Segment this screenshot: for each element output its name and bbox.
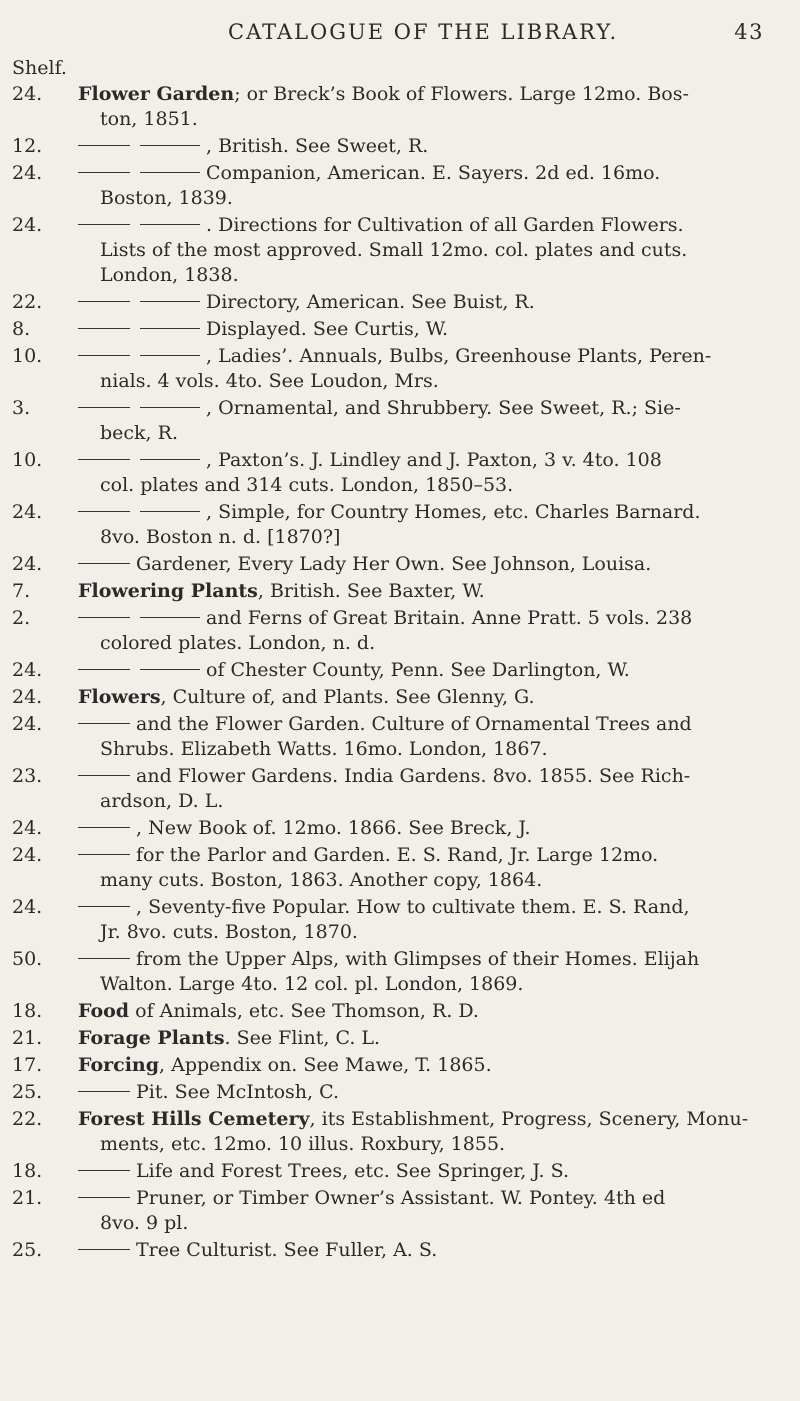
ditto-dash <box>78 145 130 146</box>
entry-first-line: , Seventy-five Popular. How to cultivate them. E. S. Rand, <box>78 895 782 920</box>
catalogue-entry <box>0 816 800 841</box>
entry-first-line: Forage Plants. See Flint, C. L. <box>78 1027 381 1049</box>
catalogue-entry <box>0 764 800 814</box>
catalogue-entry <box>0 1186 800 1236</box>
catalogue-entry <box>0 1053 800 1078</box>
entry-first-line: Directory, American. See Buist, R. <box>78 290 782 315</box>
ditto-dash <box>78 172 130 173</box>
entry-continuation-line: London, 1838. <box>100 264 239 286</box>
shelf-number: 25. <box>12 1239 43 1261</box>
entry-first-line: Flower Garden; or Breck’s Book of Flowers. Large 12mo. Bos- <box>78 83 689 105</box>
shelf-number: 24. <box>12 553 43 575</box>
entry-heading: Forcing <box>78 1054 160 1076</box>
entry-first-line: , Ornamental, and Shrubbery. See Sweet, R.; Sie- <box>78 396 782 421</box>
ditto-dash <box>78 854 130 855</box>
entry-text <box>78 895 782 945</box>
ditto-dash <box>140 459 200 460</box>
catalogue-entry <box>0 843 800 893</box>
entry-text <box>78 1026 782 1051</box>
catalogue-entry <box>0 1026 800 1051</box>
running-head <box>228 20 764 44</box>
entry-first-line: Companion, American. E. Sayers. 2d ed. 16mo. <box>78 161 782 186</box>
page-title: CATALOGUE OF THE LIBRARY. <box>228 20 619 44</box>
ditto-dash <box>140 301 200 302</box>
entry-first-line: Pruner, or Timber Owner’s Assistant. W. Pontey. 4th ed <box>78 1186 782 1211</box>
entry-text <box>78 448 782 498</box>
entry-text <box>78 500 782 550</box>
entry-text <box>78 685 782 710</box>
ditto-dash <box>78 355 130 356</box>
catalogue-entry <box>0 344 800 394</box>
shelf-number: 8. <box>12 318 31 340</box>
entry-first-line: from the Upper Alps, with Glimpses of their Homes. Elijah <box>78 947 782 972</box>
shelf-number: 25. <box>12 1081 43 1103</box>
entry-first-line: , New Book of. 12mo. 1866. See Breck, J. <box>78 816 782 841</box>
entry-continuation-line: nials. 4 vols. 4to. See Loudon, Mrs. <box>100 370 439 392</box>
ditto-dash <box>140 669 200 670</box>
entry-continuation-line: 8vo. Boston n. d. [1870?] <box>100 526 341 548</box>
entry-first-line: Food of Animals, etc. See Thomson, R. D. <box>78 1000 479 1022</box>
catalogue-entry <box>0 658 800 683</box>
ditto-dash <box>78 563 130 564</box>
ditto-dash <box>78 301 130 302</box>
entry-continuation-line: Lists of the most approved. Small 12mo. col. plates and cuts. <box>100 239 688 261</box>
entry-continuation-line: Walton. Large 4to. 12 col. pl. London, 1869. <box>100 973 524 995</box>
shelf-number: 24. <box>12 896 43 918</box>
shelf-number: 3. <box>12 397 31 419</box>
ditto-dash <box>78 459 130 460</box>
shelf-number: 23. <box>12 765 43 787</box>
entry-first-line: Flowers, Culture of, and Plants. See Glenny, G. <box>78 686 535 708</box>
ditto-dash <box>78 775 130 776</box>
ditto-dash <box>140 172 200 173</box>
entry-continuation-line: 8vo. 9 pl. <box>100 1212 189 1234</box>
entry-heading: Forest Hills Cemetery <box>78 1108 310 1130</box>
shelf-number: 24. <box>12 162 43 184</box>
entry-heading: Flowers <box>78 686 161 708</box>
page-number: 43 <box>734 20 764 44</box>
entry-text <box>78 1107 782 1157</box>
entry-continuation-line: beck, R. <box>100 422 178 444</box>
ditto-dash <box>140 145 200 146</box>
shelf-number: 24. <box>12 817 43 839</box>
entry-text <box>78 1053 782 1078</box>
entry-first-line: , Paxton’s. J. Lindley and J. Paxton, 3 v. 4to. 108 <box>78 448 782 473</box>
catalogue-entries <box>0 82 800 1265</box>
entry-text <box>78 712 782 762</box>
entry-text <box>78 579 782 604</box>
ditto-dash <box>78 224 130 225</box>
entry-continuation-line: ardson, D. L. <box>100 790 224 812</box>
catalogue-entry <box>0 606 800 656</box>
entry-first-line: Displayed. See Curtis, W. <box>78 317 782 342</box>
entry-continuation-line: many cuts. Boston, 1863. Another copy, 1864. <box>100 869 543 891</box>
entry-text <box>78 606 782 656</box>
catalogue-entry <box>0 947 800 997</box>
entry-first-line: Gardener, Every Lady Her Own. See Johnson, Louisa. <box>78 552 782 577</box>
entry-text <box>78 816 782 841</box>
entry-heading: Flower Garden <box>78 83 235 105</box>
catalogue-entry <box>0 161 800 211</box>
catalogue-entry <box>0 999 800 1024</box>
ditto-dash <box>140 224 200 225</box>
entry-continuation-line: colored plates. London, n. d. <box>100 632 376 654</box>
catalogue-entry <box>0 712 800 762</box>
shelf-number: 17. <box>12 1054 43 1076</box>
shelf-number: 7. <box>12 580 31 602</box>
ditto-dash <box>140 511 200 512</box>
shelf-number: 10. <box>12 449 43 471</box>
catalogue-entry <box>0 82 800 132</box>
entry-text <box>78 161 782 211</box>
ditto-dash <box>140 355 200 356</box>
ditto-dash <box>78 407 130 408</box>
entry-text <box>78 658 782 683</box>
entry-first-line: . Directions for Cultivation of all Garden Flowers. <box>78 213 782 238</box>
entry-text <box>78 82 782 132</box>
shelf-number: 24. <box>12 713 43 735</box>
entry-continuation-line: Jr. 8vo. cuts. Boston, 1870. <box>100 921 358 943</box>
shelf-number: 21. <box>12 1187 43 1209</box>
catalogue-entry <box>0 1238 800 1263</box>
entry-first-line: Forcing, Appendix on. See Mawe, T. 1865. <box>78 1054 492 1076</box>
entry-text <box>78 317 782 342</box>
entry-continuation-line: ton, 1851. <box>100 108 198 130</box>
catalogue-entry <box>0 579 800 604</box>
shelf-number: 21. <box>12 1027 43 1049</box>
entry-first-line: Flowering Plants, British. See Baxter, W. <box>78 580 485 602</box>
entry-continuation-line: Boston, 1839. <box>100 187 233 209</box>
shelf-number: 10. <box>12 345 43 367</box>
catalogue-entry <box>0 552 800 577</box>
catalogue-entry <box>0 500 800 550</box>
entry-continuation-line: Shrubs. Elizabeth Watts. 16mo. London, 1867. <box>100 738 548 760</box>
entry-text <box>78 1159 782 1184</box>
ditto-dash <box>78 723 130 724</box>
catalogue-entry <box>0 290 800 315</box>
shelf-number: 24. <box>12 844 43 866</box>
ditto-dash <box>78 1197 130 1198</box>
catalogue-entry <box>0 134 800 159</box>
shelf-number: 18. <box>12 1160 43 1182</box>
entry-heading: Flowering Plants <box>78 580 258 602</box>
ditto-dash <box>78 617 130 618</box>
catalogue-entry <box>0 448 800 498</box>
entry-heading: Forage Plants <box>78 1027 225 1049</box>
entry-continuation-line: col. plates and 314 cuts. London, 1850–53. <box>100 474 514 496</box>
catalogue-entry <box>0 1107 800 1157</box>
shelf-number: 2. <box>12 607 31 629</box>
shelf-column-label: Shelf. <box>12 57 67 79</box>
entry-text <box>78 843 782 893</box>
catalogue-entry <box>0 213 800 288</box>
entry-text <box>78 1238 782 1263</box>
shelf-number: 22. <box>12 1108 43 1130</box>
entry-continuation-line: ments, etc. 12mo. 10 illus. Roxbury, 1855. <box>100 1133 506 1155</box>
ditto-dash <box>140 617 200 618</box>
catalogue-entry <box>0 396 800 446</box>
ditto-dash <box>78 1170 130 1171</box>
shelf-number: 24. <box>12 501 43 523</box>
shelf-number: 24. <box>12 686 43 708</box>
entry-heading: Food <box>78 1000 130 1022</box>
entry-first-line: and Flower Gardens. India Gardens. 8vo. 1855. See Rich- <box>78 764 782 789</box>
ditto-dash <box>78 827 130 828</box>
ditto-dash <box>78 511 130 512</box>
catalogue-entry <box>0 1159 800 1184</box>
entry-text <box>78 764 782 814</box>
entry-first-line: of Chester County, Penn. See Darlington, W. <box>78 658 782 683</box>
shelf-number: 22. <box>12 291 43 313</box>
entry-first-line: for the Parlor and Garden. E. S. Rand, Jr. Large 12mo. <box>78 843 782 868</box>
shelf-number: 18. <box>12 1000 43 1022</box>
ditto-dash <box>78 958 130 959</box>
entry-first-line: Life and Forest Trees, etc. See Springer, J. S. <box>78 1159 782 1184</box>
entry-first-line: Pit. See McIntosh, C. <box>78 1080 782 1105</box>
ditto-dash <box>78 906 130 907</box>
shelf-number: 12. <box>12 135 43 157</box>
entry-text <box>78 1080 782 1105</box>
ditto-dash <box>78 669 130 670</box>
entry-text <box>78 947 782 997</box>
entry-first-line: , Simple, for Country Homes, etc. Charles Barnard. <box>78 500 782 525</box>
entry-text <box>78 396 782 446</box>
ditto-dash <box>78 1249 130 1250</box>
ditto-dash <box>78 328 130 329</box>
entry-text <box>78 552 782 577</box>
catalogue-entry <box>0 317 800 342</box>
catalogue-entry <box>0 895 800 945</box>
entry-text <box>78 290 782 315</box>
ditto-dash <box>78 1091 130 1092</box>
entry-first-line: Forest Hills Cemetery, its Establishment, Progress, Scenery, Monu- <box>78 1108 749 1130</box>
catalogue-entry <box>0 685 800 710</box>
shelf-number: 24. <box>12 83 43 105</box>
shelf-number: 24. <box>12 659 43 681</box>
shelf-number: 24. <box>12 214 43 236</box>
catalogue-entry <box>0 1080 800 1105</box>
entry-text <box>78 344 782 394</box>
entry-text <box>78 1186 782 1236</box>
entry-first-line: and the Flower Garden. Culture of Ornamental Trees and <box>78 712 782 737</box>
entry-first-line: Tree Culturist. See Fuller, A. S. <box>78 1238 782 1263</box>
ditto-dash <box>140 328 200 329</box>
entry-first-line: and Ferns of Great Britain. Anne Pratt. 5 vols. 238 <box>78 606 782 631</box>
entry-text <box>78 999 782 1024</box>
shelf-number: 50. <box>12 948 43 970</box>
entry-first-line: , Ladies’. Annuals, Bulbs, Greenhouse Plants, Peren- <box>78 344 782 369</box>
ditto-dash <box>140 407 200 408</box>
entry-text <box>78 213 782 288</box>
entry-first-line: , British. See Sweet, R. <box>78 134 782 159</box>
entry-text <box>78 134 782 159</box>
